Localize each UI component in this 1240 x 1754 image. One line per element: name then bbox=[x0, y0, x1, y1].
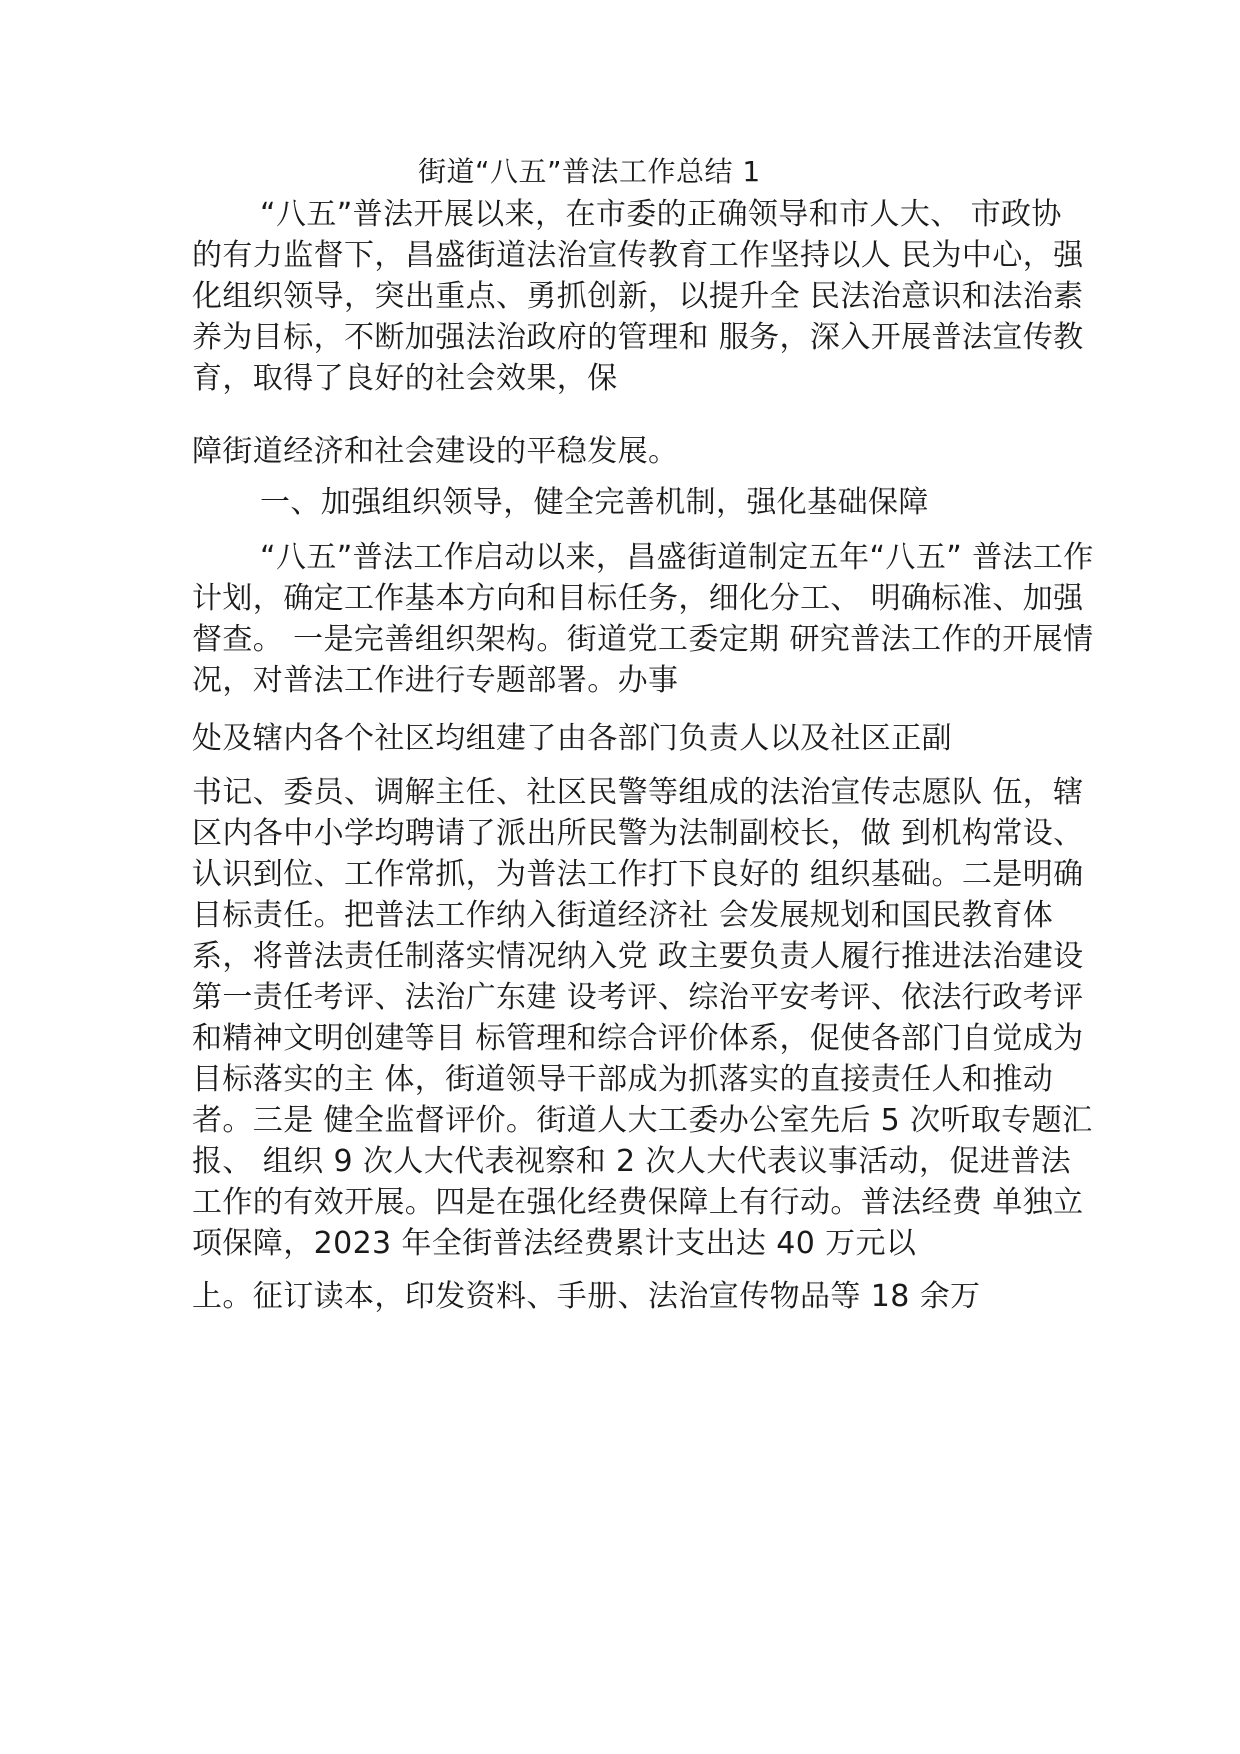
text-line: 和精神文明创建等目 标管理和综合评价体系，促使各部门自觉成为 bbox=[192, 1021, 1084, 1056]
section-heading-1 bbox=[192, 482, 1072, 523]
text-line: 书记、委员、调解主任、社区民警等组成的法治宣传志愿队 伍，辖 bbox=[192, 775, 1084, 810]
text-line: 目标责任。把普法工作纳入街道经济社 会发展规划和国民教育体 bbox=[192, 898, 1054, 933]
text-line: 认识到位、工作常抓，为普法工作打下良好的 组织基础。二是明确 bbox=[192, 857, 1084, 892]
text-line: 第一责任考评、法治广东建 设考评、综治平安考评、依法行政考评 bbox=[192, 980, 1084, 1015]
text-line: “八五”普法工作启动以来，昌盛街道制定五年“八五” 普法工作 bbox=[260, 540, 1094, 575]
text-line: 况，对普法工作进行专题部署。办事 bbox=[192, 663, 679, 698]
text-line: 处及辖内各个社区均组建了由各部门负责人以及社区正副 bbox=[192, 721, 952, 756]
text-line: 者。三是 健全监督评价。街道人大工委办公室先后 5 次听取专题汇 bbox=[192, 1103, 1093, 1138]
text-line: 障街道经济和社会建设的平稳发展。 bbox=[192, 434, 679, 469]
text-line: 目标落实的主 体，街道领导干部成为抓落实的直接责任人和推动 bbox=[192, 1062, 1054, 1097]
text-line: 育，取得了良好的社会效果，保 bbox=[192, 361, 618, 396]
text-line: “八五”普法开展以来，在市委的正确领导和市人大、 市政协 bbox=[260, 197, 1062, 232]
paragraph-final bbox=[192, 1276, 1072, 1317]
paragraph-intro-continued bbox=[192, 431, 1072, 472]
paragraph-section-1-body bbox=[192, 772, 1093, 1264]
paragraph-section-1 bbox=[192, 537, 1094, 701]
text-line: 化组织领导，突出重点、勇抓创新，以提升全 民法治意识和法治素 bbox=[192, 279, 1084, 314]
text-line: 一、加强组织领导，健全完善机制，强化基础保障 bbox=[260, 485, 929, 520]
text-line: 项保障，2023 年全街普法经费累计支出达 40 万元以 bbox=[192, 1226, 917, 1261]
text-line: 的有力监督下，昌盛街道法治宣传教育工作坚持以人 民为中心，强 bbox=[192, 238, 1084, 273]
text-line: 督查。 一是完善组织架构。街道党工委定期 研究普法工作的开展情 bbox=[192, 622, 1094, 657]
text-line: 养为目标，不断加强法治政府的管理和 服务，深入开展普法宣传教 bbox=[192, 320, 1084, 355]
text-line: 计划，确定工作基本方向和目标任务，细化分工、 明确标准、加强 bbox=[192, 581, 1084, 616]
document-title: 街道“八五”普法工作总结 1 bbox=[418, 155, 761, 188]
text-line: 工作的有效开展。四是在强化经费保障上有行动。普法经费 单独立 bbox=[192, 1185, 1084, 1220]
text-line: 系，将普法责任制落实情况纳入党 政主要负责人履行推进法治建设 bbox=[192, 939, 1084, 974]
text-line: 报、 组织 9 次人大代表视察和 2 次人大代表议事活动，促进普法 bbox=[192, 1144, 1072, 1179]
paragraph-intro bbox=[192, 194, 1084, 399]
text-line: 上。征订读本，印发资料、手册、法治宣传物品等 18 余万 bbox=[192, 1279, 981, 1314]
text-line: 区内各中小学均聘请了派出所民警为法制副校长，做 到机构常设、 bbox=[192, 816, 1084, 851]
paragraph-section-1-continued bbox=[192, 718, 1072, 759]
